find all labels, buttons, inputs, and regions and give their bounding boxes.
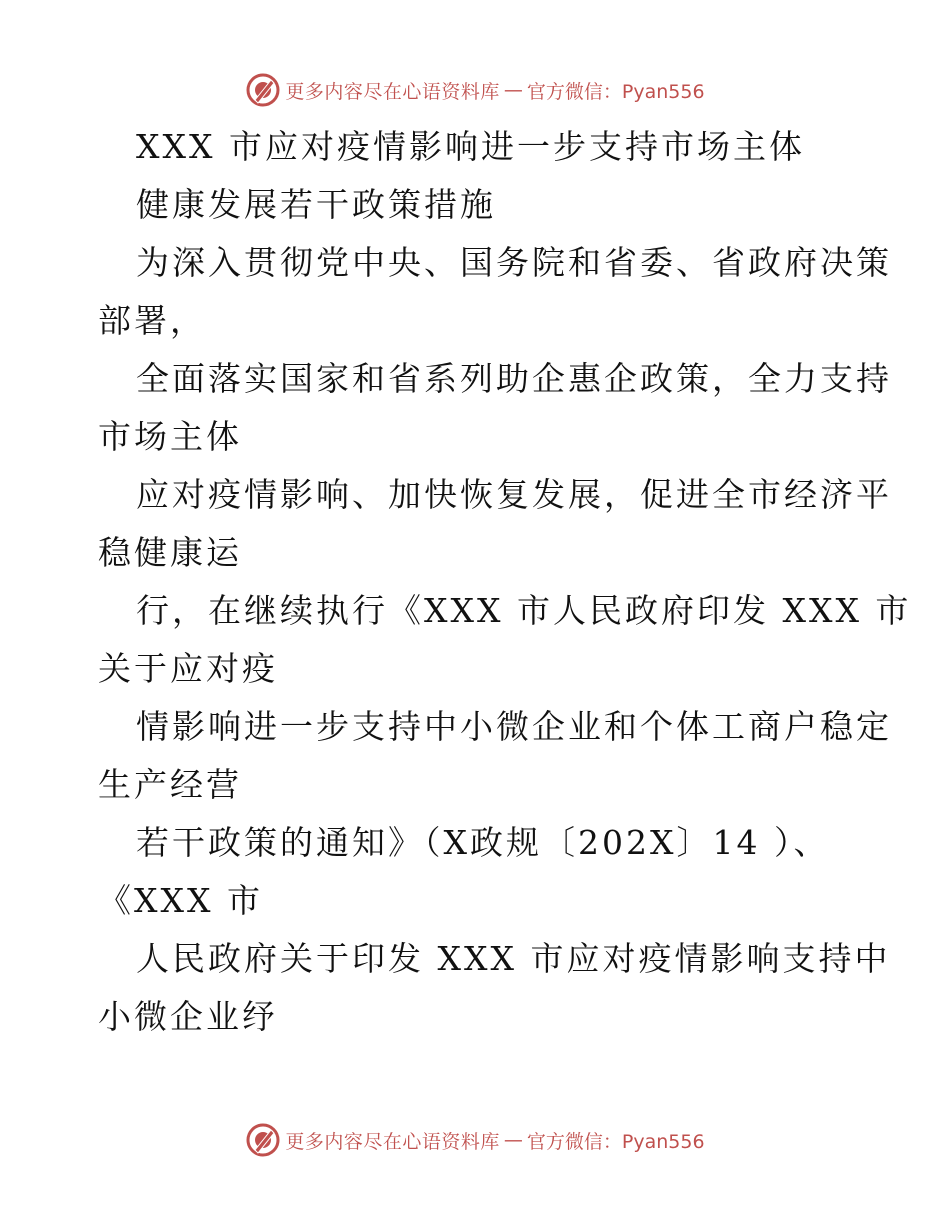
text-line: 情影响进一步支持中小微企业和个体工商户稳定	[136, 707, 892, 746]
text-line: 市场主体	[98, 417, 242, 456]
footer-banner	[0, 1120, 950, 1160]
text-line: 行，在继续执行《XXX 市人民政府印发 XXX 市	[136, 591, 912, 630]
text-line: 生产经营	[98, 765, 242, 804]
header-banner	[0, 70, 950, 110]
banner-separator: —	[503, 79, 523, 101]
text-line: 关于应对疫	[98, 649, 278, 688]
text-line: 全面落实国家和省系列助企惠企政策，全力支持	[136, 359, 892, 398]
text-line: 应对疫情影响、加快恢复发展，促进全市经济平	[136, 475, 892, 514]
banner-text: 更多内容尽在心语资料库	[285, 80, 500, 103]
banner-separator: —	[503, 1129, 523, 1151]
text-line: 若干政策的通知》（X政规〔202X〕14 ）、	[136, 823, 830, 862]
text-line: 为深入贯彻党中央、国务院和省委、省政府决策	[136, 243, 892, 282]
text-line: 稳健康运	[98, 533, 242, 572]
banner-wechat: 官方微信：Pyan556	[526, 80, 705, 103]
text-line: 人民政府关于印发 XXX 市应对疫情影响支持中	[136, 939, 891, 978]
text-line: 《XXX 市	[98, 881, 263, 920]
banner-text: 更多内容尽在心语资料库	[285, 1130, 500, 1153]
document-body	[98, 118, 912, 1046]
text-line: XXX 市应对疫情影响进一步支持市场主体	[136, 127, 805, 166]
text-line: 小微企业纾	[98, 997, 278, 1036]
text-line: 健康发展若干政策措施	[136, 185, 496, 224]
pen-logo-icon	[245, 72, 281, 108]
pen-logo-icon	[245, 1122, 281, 1158]
text-line: 部署，	[98, 301, 206, 340]
banner-wechat: 官方微信：Pyan556	[526, 1130, 705, 1153]
